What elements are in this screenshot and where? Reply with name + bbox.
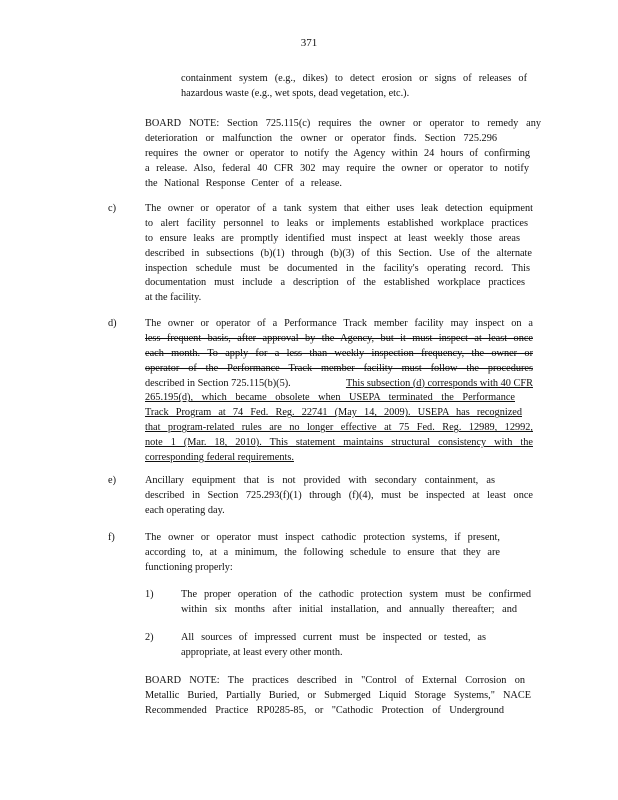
item-f1-paragraph [181,588,531,618]
item-d-paragraph [145,317,533,466]
text-line: containment system (e.g., dikes) to detect erosion or signs of releases of [181,73,527,84]
text-line: All sources of impressed current must be inspected or tested, as [181,632,486,643]
text-line: BOARD NOTE: The practices described in "Control of External Corrosion on [145,675,525,686]
text-line: at the facility. [145,292,202,304]
text-line: Ancillary equipment that is not provided with secondary containment, as [145,475,495,486]
underlined-text-line: Track Program at 74 Fed. Reg. 22741 (May 14, 2009). USEPA has recognized [145,407,522,419]
text-line: The proper operation of the cathodic protection system must be confirmed [181,589,531,600]
text-line: to ensure leaks are promptly identified must inspect at least weekly those areas [145,232,520,244]
item-f2-label: 2) [145,632,154,643]
text-line: functioning properly: [145,561,233,573]
text-line: documentation must include a description of the established workplace practices [145,277,525,289]
text-line: appropriate, at least every other month. [181,646,343,658]
item-f-paragraph [145,531,533,576]
text-line [145,377,533,392]
underlined-text-line: corresponding federal requirements. [145,452,294,464]
text-line: hazardous waste (e.g., wet spots, dead vegetation, etc.). [181,87,410,99]
item-f2-paragraph [181,631,486,661]
item-c-label: c) [108,203,116,214]
text-line: The owner or operator must inspect cathodic protection systems, if present, [145,532,500,543]
underlined-text-line: note 1 (Mar. 18, 2010). This statement maintains structural consistency with the [145,437,533,449]
underlined-text-line: that program-related rules are no longer effective at 75 Fed. Reg. 12989, 12992, [145,422,533,434]
underlined-text: This subsection (d) corresponds with 40 CFR [345,377,533,389]
text-line: requires the owner or operator to notify the Agency within 24 hours of confirming [145,147,530,159]
text-line: described in subsections (b)(1) through (b)(3) of this Section. Use of the alternate [145,247,532,259]
struck-text-line: less frequent basis, after approval by the Agency, but it must inspect at least once [145,332,533,344]
text-line: according to, at a minimum, the following schedule to ensure that they are [145,546,500,558]
text-line: inspection schedule must be documented in the facility's operating record. This [145,262,530,274]
text-line: to alert facility personnel to leaks or implements established workplace practices [145,217,528,229]
text-line: The owner or operator of a tank system that either uses leak detection equipment [145,203,533,214]
board-note-1 [145,117,541,191]
item-f1-label: 1) [145,589,154,600]
item-f-label: f) [108,532,115,543]
text-line: BOARD NOTE: Section 725.115(c) requires the owner or operator to remedy any [145,118,541,129]
text-line: The owner or operator of a Performance Track member facility may inspect on a [145,318,533,329]
text-line: Metallic Buried, Partially Buried, or Submerged Liquid Storage Systems," NACE [145,689,531,701]
intro-paragraph [181,72,527,102]
text-line: each operating day. [145,504,225,516]
page-number: 371 [300,37,318,49]
item-c-paragraph [145,202,533,306]
text-line: described in Section 725.293(f)(1) through (f)(4), must be inspected at least once [145,489,533,501]
plain-text: described in Section 725.115(b)(5). [145,377,291,389]
board-note-2 [145,674,531,719]
item-e-paragraph [145,474,533,519]
text-line: a release. Also, federal 40 CFR 302 may require the owner or operator to notify [145,162,529,174]
struck-text-line: each month. To apply for a less than weekly inspection frequency, the owner or [145,347,533,359]
text-line: the National Response Center of a release. [145,177,342,189]
underlined-text-line: 265.195(d), which became obsolete when USEPA terminated the Performance [145,392,515,404]
struck-text-line: operator of the Performance Track member facility must follow the procedures [145,362,533,374]
text-line: Recommended Practice RP0285-85, or "Cathodic Protection of Underground [145,704,504,716]
text-line: deterioration or malfunction the owner or operator finds. Section 725.296 [145,132,497,144]
item-e-label: e) [108,475,116,486]
item-d-label: d) [108,318,117,329]
text-line: within six months after initial installation, and annually thereafter; and [181,603,517,615]
